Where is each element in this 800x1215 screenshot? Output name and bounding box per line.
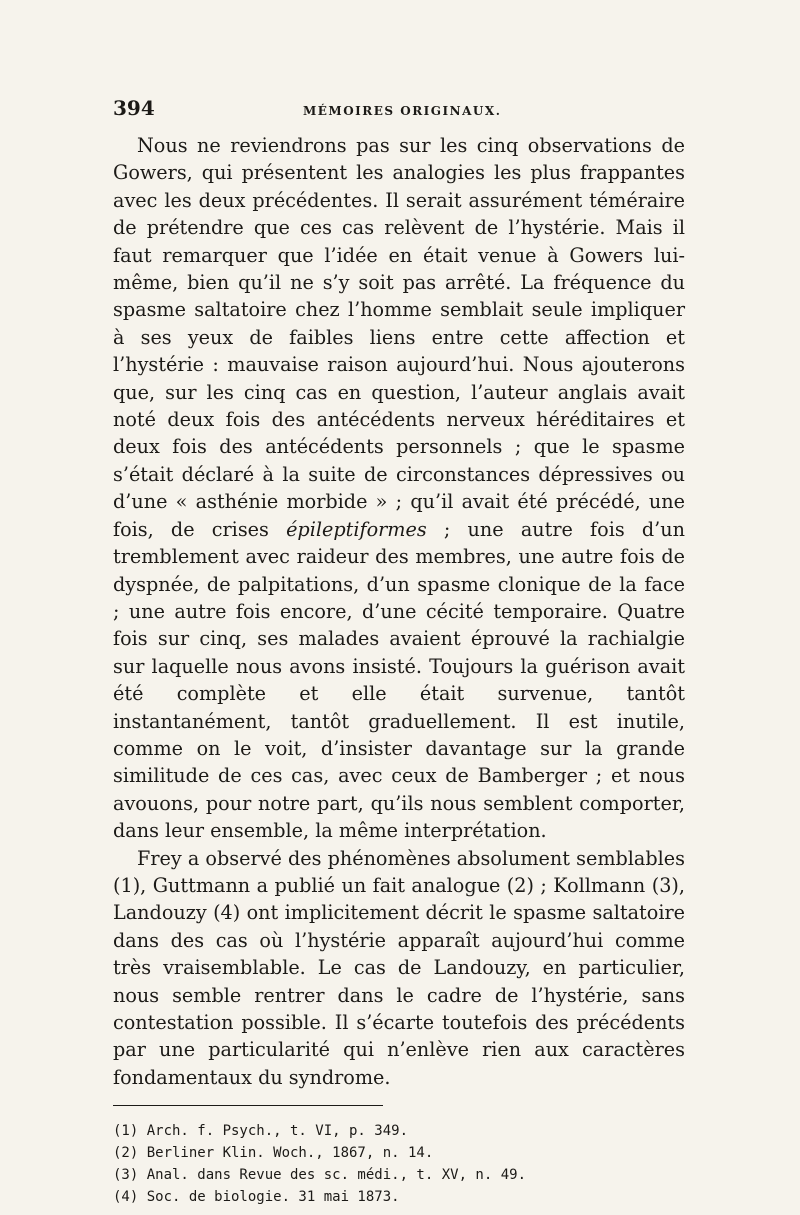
footnote-rule	[113, 1105, 383, 1106]
body-text	[113, 132, 685, 1091]
paragraph-1-text: Nous ne reviendrons pas sur les cinq observations de Gowers, qui présentent les analogies les plus frappantes avec les deux précédentes. Il serait assurément téméraire de prétendre que ces cas relèvent de l’hystérie. Mais il faut remarquer que l’idée en était venue à Gowers lui-même, bien qu’il ne s’y soit pas arrêté. La fréquence du spasme saltatoire chez l’homme semblait seule impliquer à ses yeux de faibles liens entre cette affection et l’hystérie : mauvaise raison aujourd’hui. Nous ajouterons que, sur les cinq cas en question, l’auteur anglais avait noté deux fois des antécédents nerveux héréditaires et deux fois des antécédents personnels ; que le spasme s’était déclaré à la suite de circonstances dépressives ou d’une « asthénie morbide » ; qu’il avait été précédé, une fois, de crises	[113, 134, 685, 541]
page-number: 394	[113, 96, 155, 120]
paragraph-1-text-continued: ; une autre fois d’un tremblement avec raideur des membres, une autre fois de dyspnée, de palpitations, d’un spasme clonique de la face ; une autre fois encore, d’une cécité temporaire. Quatre fois sur cinq, ses malades avaient éprouvé la rachialgie sur laquelle nous avons insisté. Toujours la guérison avait été complète et elle était survenue, tantôt instantanément, tantôt graduellement. Il est inutile, comme on le voit, d’insister davantage sur la grande similitude de ces cas, avec ceux de Bamberger ; et nous avouons, pour notre part, qu’ils nous semblent comporter, dans leur ensemble, la même interprétation.	[113, 517, 685, 843]
paragraph-2-text: Frey a observé des phénomènes absolument semblables (1), Guttmann a publié un fait analogue (2) ; Kollmann (3), Landouzy (4) ont implicitement décrit le spasme saltatoire dans des cas où l’hystérie apparaît aujourd’hui comme très vraisemblable. Le cas de Landouzy, en particulier, nous semble rentrer dans le cadre de l’hystérie, sans contestation possible. Il s’écarte toutefois des précédents par une particularité qui n’enlève rien aux caractères fondamentaux du syndrome.	[113, 846, 685, 1089]
footnote-4: (4) Soc. de biologie. 31 mai 1873.	[113, 1189, 400, 1206]
footnote-2: (2) Berliner Klin. Woch., 1867, n. 14.	[113, 1145, 434, 1162]
footnote-3: (3) Anal. dans Revue des sc. médi., t. XV, n. 49.	[113, 1167, 527, 1184]
paragraph-1	[113, 132, 685, 845]
italic-term: épileptiformes	[286, 517, 427, 541]
footnotes	[113, 1120, 685, 1208]
paragraph-2	[113, 845, 685, 1092]
running-head: MÉMOIRES ORIGINAUX.	[303, 104, 502, 118]
page-header	[113, 96, 685, 126]
footnote-1: (1) Arch. f. Psych., t. VI, p. 349.	[113, 1123, 409, 1140]
book-page	[113, 96, 685, 1208]
